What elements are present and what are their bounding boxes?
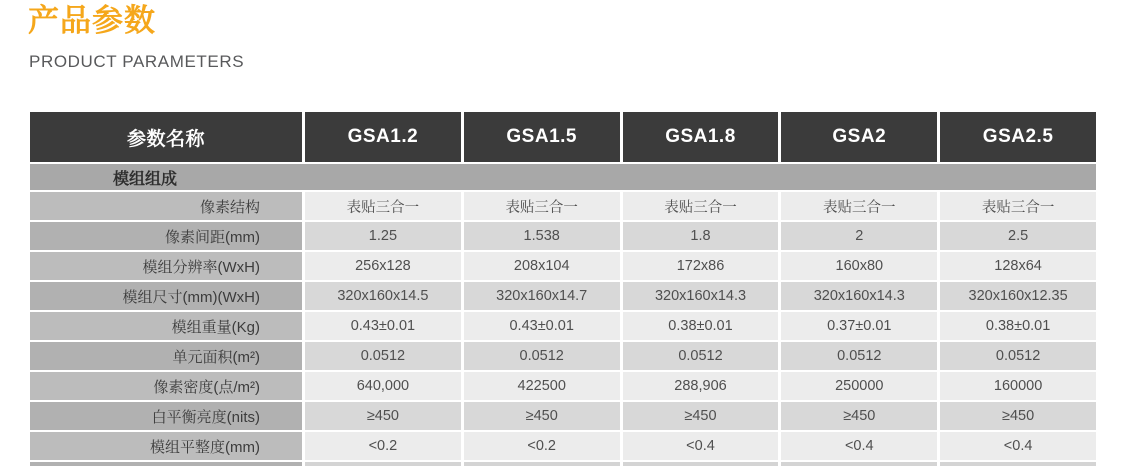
spec-table [30, 112, 1096, 466]
row-label: 模组平整度(mm) [30, 432, 302, 460]
cutoff-row-cell [464, 462, 620, 466]
row-value-cell: ≥450 [305, 402, 461, 430]
row-value-cell: 320x160x14.3 [781, 282, 937, 310]
row-value-cell: 422500 [464, 372, 620, 400]
cutoff-row-cell [305, 462, 461, 466]
row-label: 像素密度(点/m²) [30, 372, 302, 400]
row-value-cell: 0.38±0.01 [623, 312, 779, 340]
column-header-gsa2-5: GSA2.5 [940, 112, 1096, 162]
row-value-cell: 表贴三合一 [781, 192, 937, 220]
row-value-cell: 0.0512 [781, 342, 937, 370]
row-value-cell: ≥450 [940, 402, 1096, 430]
row-value-cell: <0.2 [464, 432, 620, 460]
row-value-cell: 表贴三合一 [464, 192, 620, 220]
row-value-cell: 0.43±0.01 [464, 312, 620, 340]
row-value-cell: 160000 [940, 372, 1096, 400]
row-value-cell: 2.5 [940, 222, 1096, 250]
row-value-cell: 320x160x12.35 [940, 282, 1096, 310]
row-value-cell: 128x64 [940, 252, 1096, 280]
column-header-gsa1-2: GSA1.2 [305, 112, 461, 162]
row-label: 模组重量(Kg) [30, 312, 302, 340]
row-value-cell: 2 [781, 222, 937, 250]
row-value-cell: ≥450 [623, 402, 779, 430]
row-value-cell: 1.25 [305, 222, 461, 250]
row-value-cell: 0.0512 [940, 342, 1096, 370]
row-value-cell: 0.0512 [623, 342, 779, 370]
row-value-cell: 0.0512 [464, 342, 620, 370]
row-label: 像素间距(mm) [30, 222, 302, 250]
cutoff-row-label [30, 462, 302, 466]
column-header-gsa1-5: GSA1.5 [464, 112, 620, 162]
column-header-parameter-name: 参数名称 [30, 112, 302, 162]
row-value-cell: 160x80 [781, 252, 937, 280]
row-label: 模组尺寸(mm)(WxH) [30, 282, 302, 310]
column-header-gsa2: GSA2 [781, 112, 937, 162]
row-value-cell: 320x160x14.3 [623, 282, 779, 310]
row-value-cell: 320x160x14.5 [305, 282, 461, 310]
cutoff-row-cell [781, 462, 937, 466]
row-value-cell: 0.43±0.01 [305, 312, 461, 340]
row-value-cell: 320x160x14.7 [464, 282, 620, 310]
row-value-cell: 表贴三合一 [305, 192, 461, 220]
row-label: 单元面积(m²) [30, 342, 302, 370]
page-title-chinese: 产品参数 [28, 3, 156, 38]
cutoff-row-cell [940, 462, 1096, 466]
cutoff-row-cell [623, 462, 779, 466]
row-value-cell: <0.4 [781, 432, 937, 460]
row-value-cell: 1.538 [464, 222, 620, 250]
row-value-cell: ≥450 [781, 402, 937, 430]
row-label: 白平衡亮度(nits) [30, 402, 302, 430]
row-value-cell: <0.2 [305, 432, 461, 460]
row-value-cell: 表贴三合一 [623, 192, 779, 220]
row-value-cell: <0.4 [623, 432, 779, 460]
column-header-gsa1-8: GSA1.8 [623, 112, 779, 162]
row-value-cell: 表贴三合一 [940, 192, 1096, 220]
row-value-cell: 256x128 [305, 252, 461, 280]
row-value-cell: 288,906 [623, 372, 779, 400]
row-value-cell: 208x104 [464, 252, 620, 280]
section-header-module-composition: 模组组成 [30, 164, 1096, 190]
row-label: 模组分辨率(WxH) [30, 252, 302, 280]
row-value-cell: <0.4 [940, 432, 1096, 460]
row-value-cell: 250000 [781, 372, 937, 400]
row-value-cell: 1.8 [623, 222, 779, 250]
page-title-english: PRODUCT PARAMETERS [29, 52, 245, 71]
row-value-cell: 0.0512 [305, 342, 461, 370]
row-label: 像素结构 [30, 192, 302, 220]
row-value-cell: 0.37±0.01 [781, 312, 937, 340]
row-value-cell: 0.38±0.01 [940, 312, 1096, 340]
row-value-cell: 172x86 [623, 252, 779, 280]
row-value-cell: 640,000 [305, 372, 461, 400]
row-value-cell: ≥450 [464, 402, 620, 430]
